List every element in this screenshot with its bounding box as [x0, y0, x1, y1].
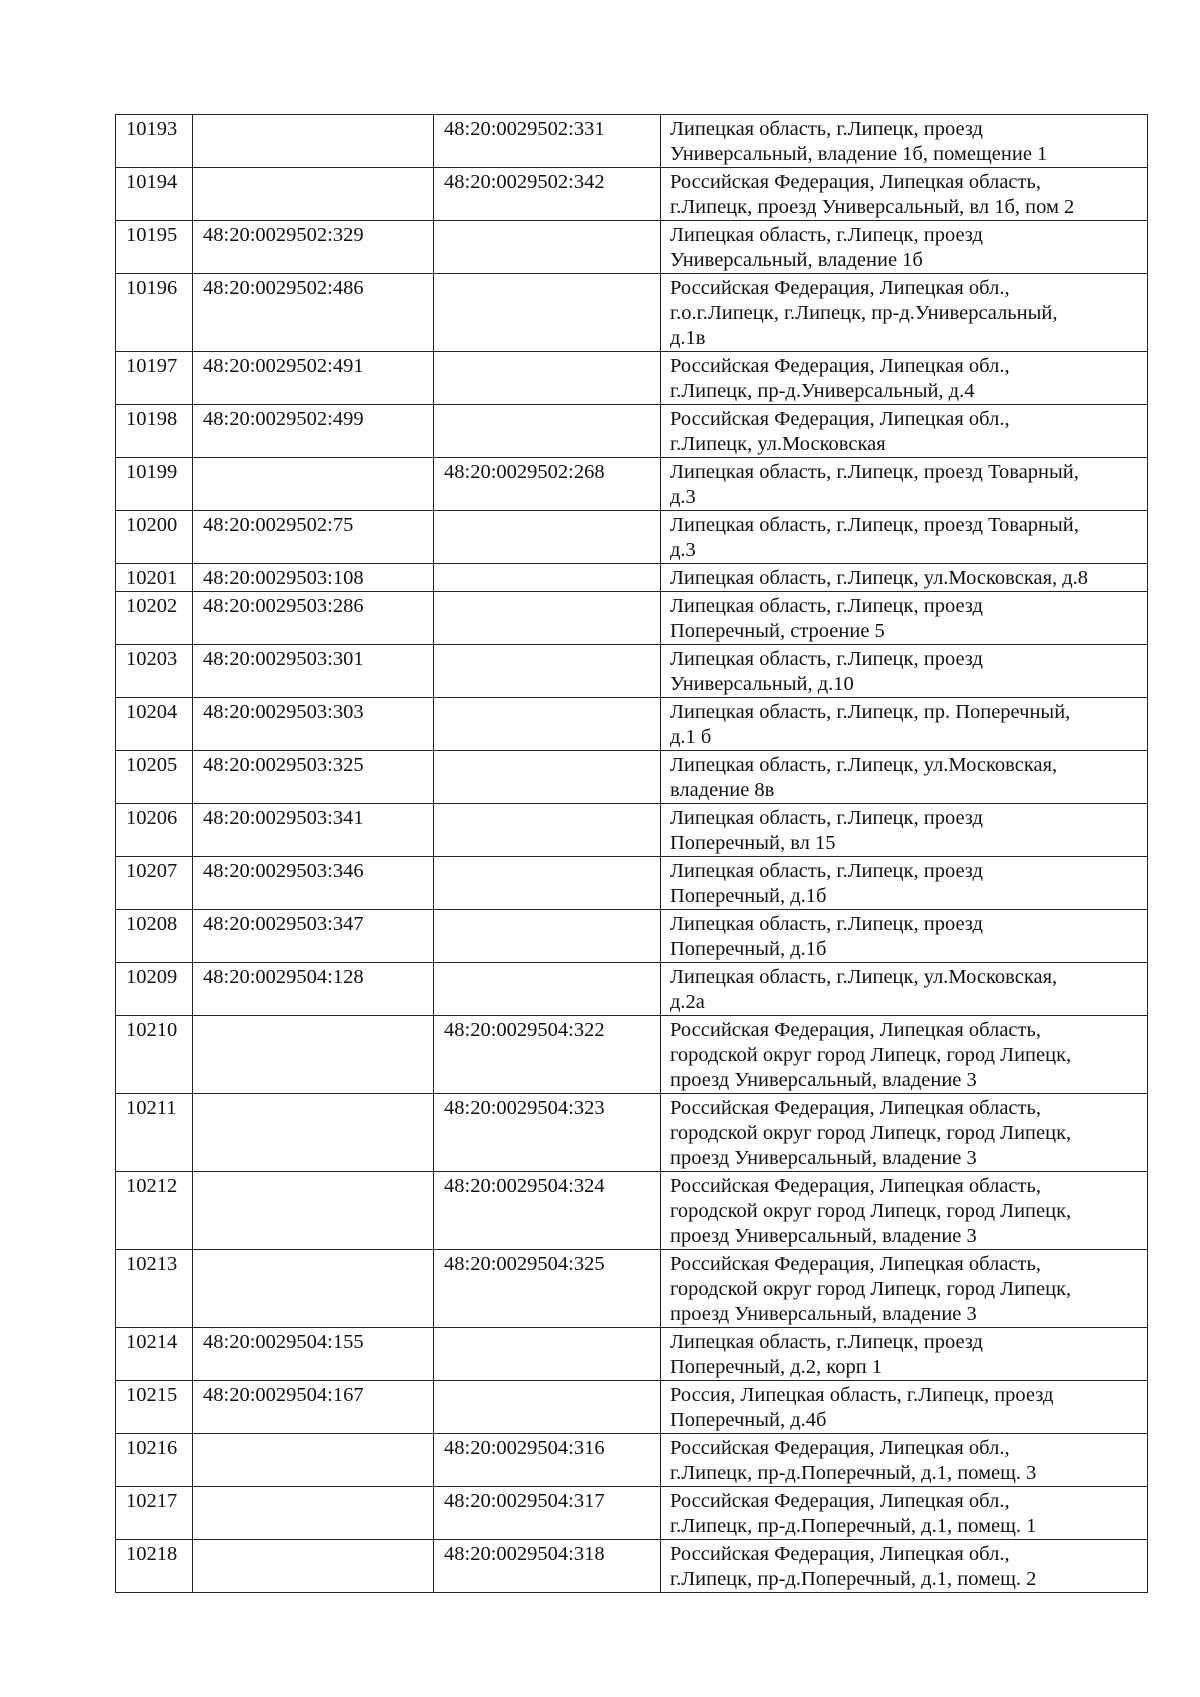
row-number: 10212	[116, 1172, 193, 1250]
address-line: Россия, Липецкая область, г.Липецк, проезд	[670, 1384, 1054, 1406]
table-row	[116, 1540, 1148, 1593]
row-number: 10197	[116, 352, 193, 405]
address-cell	[661, 168, 1148, 221]
land-cadastral-number	[193, 1250, 434, 1328]
address-line: Российская Федерация, Липецкая область,	[670, 171, 1041, 193]
address-line: д.2а	[670, 991, 705, 1013]
land-cadastral-number: 48:20:0029502:499	[193, 405, 434, 458]
address-line: Липецкая область, г.Липецк, проезд Товарный,	[670, 461, 1079, 483]
address-line: Российская Федерация, Липецкая обл.,	[670, 355, 1010, 377]
address-line: Поперечный, д.1б	[670, 885, 827, 907]
address-cell	[661, 115, 1148, 168]
land-cadastral-number: 48:20:0029503:108	[193, 564, 434, 592]
building-cadastral-number	[434, 352, 661, 405]
table-row	[116, 698, 1148, 751]
table-row	[116, 511, 1148, 564]
address-cell	[661, 1016, 1148, 1094]
building-cadastral-number: 48:20:0029504:325	[434, 1250, 661, 1328]
land-cadastral-number: 48:20:0029504:128	[193, 963, 434, 1016]
address-line: Липецкая область, г.Липецк, проезд	[670, 648, 983, 670]
address-cell	[661, 221, 1148, 274]
address-line: проезд Универсальный, владение 3	[670, 1069, 977, 1091]
building-cadastral-number: 48:20:0029504:322	[434, 1016, 661, 1094]
address-cell	[661, 857, 1148, 910]
row-number: 10199	[116, 458, 193, 511]
row-number: 10218	[116, 1540, 193, 1593]
address-cell	[661, 1250, 1148, 1328]
address-line: Липецкая область, г.Липецк, проезд	[670, 118, 983, 140]
row-number: 10203	[116, 645, 193, 698]
building-cadastral-number: 48:20:0029504:323	[434, 1094, 661, 1172]
address-line: Липецкая область, г.Липецк, ул.Московская,	[670, 754, 1058, 776]
address-line: Российская Федерация, Липецкая область,	[670, 1097, 1041, 1119]
address-line: Липецкая область, г.Липецк, ул.Московская, д.8	[670, 567, 1089, 589]
address-line: проезд Универсальный, владение 3	[670, 1147, 977, 1169]
table-row	[116, 115, 1148, 168]
table-row	[116, 1172, 1148, 1250]
address-line: городской округ город Липецк, город Липецк,	[670, 1044, 1072, 1066]
address-line: Поперечный, д.2, корп 1	[670, 1356, 883, 1378]
address-cell	[661, 564, 1148, 592]
land-cadastral-number: 48:20:0029504:167	[193, 1381, 434, 1434]
table-row	[116, 857, 1148, 910]
address-cell	[661, 1172, 1148, 1250]
building-cadastral-number	[434, 511, 661, 564]
land-cadastral-number	[193, 1487, 434, 1540]
address-cell	[661, 1540, 1148, 1593]
address-line: г.о.г.Липецк, г.Липецк, пр-д.Универсальный,	[670, 302, 1058, 324]
building-cadastral-number	[434, 804, 661, 857]
address-line: Российская Федерация, Липецкая обл.,	[670, 1543, 1010, 1565]
building-cadastral-number	[434, 564, 661, 592]
address-line: Липецкая область, г.Липецк, проезд	[670, 913, 983, 935]
address-line: Липецкая область, г.Липецк, проезд	[670, 1331, 983, 1353]
land-cadastral-number: 48:20:0029502:329	[193, 221, 434, 274]
row-number: 10194	[116, 168, 193, 221]
table-row	[116, 1328, 1148, 1381]
address-line: городской округ город Липецк, город Липецк,	[670, 1200, 1072, 1222]
address-cell	[661, 751, 1148, 804]
table-row	[116, 458, 1148, 511]
table-row	[116, 751, 1148, 804]
address-line: Поперечный, д.4б	[670, 1409, 827, 1431]
address-line: г.Липецк, пр-д.Поперечный, д.1, помещ. 1	[670, 1515, 1037, 1537]
land-cadastral-number	[193, 1172, 434, 1250]
table-row	[116, 1016, 1148, 1094]
land-cadastral-number: 48:20:0029503:301	[193, 645, 434, 698]
building-cadastral-number	[434, 1328, 661, 1381]
address-line: д.3	[670, 539, 696, 561]
address-line: Российская Федерация, Липецкая обл.,	[670, 277, 1010, 299]
land-cadastral-number	[193, 168, 434, 221]
land-cadastral-number: 48:20:0029503:346	[193, 857, 434, 910]
address-line: г.Липецк, пр-д.Универсальный, д.4	[670, 380, 975, 402]
address-line: Российская Федерация, Липецкая обл.,	[670, 1437, 1010, 1459]
row-number: 10206	[116, 804, 193, 857]
land-cadastral-number: 48:20:0029502:491	[193, 352, 434, 405]
row-number: 10213	[116, 1250, 193, 1328]
row-number: 10208	[116, 910, 193, 963]
address-line: Поперечный, вл 15	[670, 832, 836, 854]
land-cadastral-number: 48:20:0029503:325	[193, 751, 434, 804]
table-row	[116, 963, 1148, 1016]
address-line: владение 8в	[670, 779, 775, 801]
table-row	[116, 1434, 1148, 1487]
building-cadastral-number	[434, 751, 661, 804]
row-number: 10217	[116, 1487, 193, 1540]
row-number: 10214	[116, 1328, 193, 1381]
table-row	[116, 1381, 1148, 1434]
building-cadastral-number	[434, 857, 661, 910]
address-line: г.Липецк, ул.Московская	[670, 433, 886, 455]
building-cadastral-number: 48:20:0029502:342	[434, 168, 661, 221]
address-cell	[661, 511, 1148, 564]
row-number: 10211	[116, 1094, 193, 1172]
building-cadastral-number: 48:20:0029502:331	[434, 115, 661, 168]
address-cell	[661, 1328, 1148, 1381]
address-cell	[661, 963, 1148, 1016]
land-cadastral-number: 48:20:0029503:341	[193, 804, 434, 857]
address-cell	[661, 1094, 1148, 1172]
land-cadastral-number	[193, 1094, 434, 1172]
address-cell	[661, 1487, 1148, 1540]
address-line: Российская Федерация, Липецкая область,	[670, 1253, 1041, 1275]
row-number: 10196	[116, 274, 193, 352]
address-cell	[661, 1434, 1148, 1487]
row-number: 10205	[116, 751, 193, 804]
address-line: Поперечный, строение 5	[670, 620, 885, 642]
address-line: г.Липецк, пр-д.Поперечный, д.1, помещ. 2	[670, 1568, 1037, 1590]
row-number: 10200	[116, 511, 193, 564]
land-cadastral-number: 48:20:0029503:303	[193, 698, 434, 751]
address-line: проезд Универсальный, владение 3	[670, 1225, 977, 1247]
address-cell	[661, 1381, 1148, 1434]
row-number: 10215	[116, 1381, 193, 1434]
address-line: Российская Федерация, Липецкая область,	[670, 1175, 1041, 1197]
address-line: городской округ город Липецк, город Липецк,	[670, 1122, 1072, 1144]
address-cell	[661, 458, 1148, 511]
address-line: г.Липецк, пр-д.Поперечный, д.1, помещ. 3	[670, 1462, 1037, 1484]
row-number: 10193	[116, 115, 193, 168]
address-cell	[661, 910, 1148, 963]
building-cadastral-number	[434, 910, 661, 963]
address-line: Поперечный, д.1б	[670, 938, 827, 960]
table-row	[116, 274, 1148, 352]
cadastral-table	[115, 114, 1148, 1593]
address-line: Российская Федерация, Липецкая обл.,	[670, 408, 1010, 430]
row-number: 10201	[116, 564, 193, 592]
address-line: Липецкая область, г.Липецк, проезд	[670, 224, 983, 246]
address-cell	[661, 645, 1148, 698]
row-number: 10216	[116, 1434, 193, 1487]
building-cadastral-number: 48:20:0029504:316	[434, 1434, 661, 1487]
address-line: Липецкая область, г.Липецк, проезд	[670, 595, 983, 617]
land-cadastral-number: 48:20:0029502:75	[193, 511, 434, 564]
table-row	[116, 221, 1148, 274]
address-line: Липецкая область, г.Липецк, ул.Московская,	[670, 966, 1058, 988]
land-cadastral-number	[193, 1540, 434, 1593]
table-body	[116, 115, 1148, 1593]
address-line: д.3	[670, 486, 696, 508]
address-line: Липецкая область, г.Липецк, проезд	[670, 860, 983, 882]
table-row	[116, 592, 1148, 645]
land-cadastral-number	[193, 115, 434, 168]
address-cell	[661, 592, 1148, 645]
building-cadastral-number	[434, 698, 661, 751]
building-cadastral-number: 48:20:0029504:318	[434, 1540, 661, 1593]
row-number: 10198	[116, 405, 193, 458]
building-cadastral-number	[434, 1381, 661, 1434]
address-line: проезд Универсальный, владение 3	[670, 1303, 977, 1325]
table-row	[116, 352, 1148, 405]
land-cadastral-number	[193, 1016, 434, 1094]
land-cadastral-number	[193, 1434, 434, 1487]
table-row	[116, 910, 1148, 963]
building-cadastral-number: 48:20:0029504:324	[434, 1172, 661, 1250]
address-line: Универсальный, д.10	[670, 673, 854, 695]
land-cadastral-number: 48:20:0029503:347	[193, 910, 434, 963]
row-number: 10202	[116, 592, 193, 645]
row-number: 10209	[116, 963, 193, 1016]
address-line: Липецкая область, г.Липецк, проезд	[670, 807, 983, 829]
building-cadastral-number	[434, 221, 661, 274]
land-cadastral-number: 48:20:0029504:155	[193, 1328, 434, 1381]
table-row	[116, 168, 1148, 221]
address-cell	[661, 352, 1148, 405]
row-number: 10207	[116, 857, 193, 910]
building-cadastral-number	[434, 405, 661, 458]
address-line: Универсальный, владение 1б	[670, 249, 923, 271]
address-cell	[661, 804, 1148, 857]
table-row	[116, 564, 1148, 592]
building-cadastral-number	[434, 592, 661, 645]
land-cadastral-number: 48:20:0029503:286	[193, 592, 434, 645]
land-cadastral-number: 48:20:0029502:486	[193, 274, 434, 352]
address-line: городской округ город Липецк, город Липецк,	[670, 1278, 1072, 1300]
address-cell	[661, 274, 1148, 352]
address-line: Липецкая область, г.Липецк, проезд Товарный,	[670, 514, 1079, 536]
table-row	[116, 405, 1148, 458]
row-number: 10195	[116, 221, 193, 274]
land-cadastral-number	[193, 458, 434, 511]
building-cadastral-number	[434, 274, 661, 352]
building-cadastral-number: 48:20:0029502:268	[434, 458, 661, 511]
address-line: Липецкая область, г.Липецк, пр. Поперечный,	[670, 701, 1071, 723]
table-row	[116, 1250, 1148, 1328]
address-cell	[661, 405, 1148, 458]
building-cadastral-number	[434, 963, 661, 1016]
address-cell	[661, 698, 1148, 751]
building-cadastral-number	[434, 645, 661, 698]
address-line: д.1в	[670, 327, 706, 349]
table-row	[116, 1094, 1148, 1172]
table-row	[116, 804, 1148, 857]
table-row	[116, 1487, 1148, 1540]
table-row	[116, 645, 1148, 698]
address-line: г.Липецк, проезд Универсальный, вл 1б, пом 2	[670, 196, 1075, 218]
address-line: Российская Федерация, Липецкая обл.,	[670, 1490, 1010, 1512]
building-cadastral-number: 48:20:0029504:317	[434, 1487, 661, 1540]
row-number: 10210	[116, 1016, 193, 1094]
row-number: 10204	[116, 698, 193, 751]
address-line: Универсальный, владение 1б, помещение 1	[670, 143, 1048, 165]
address-line: д.1 б	[670, 726, 712, 748]
address-line: Российская Федерация, Липецкая область,	[670, 1019, 1041, 1041]
